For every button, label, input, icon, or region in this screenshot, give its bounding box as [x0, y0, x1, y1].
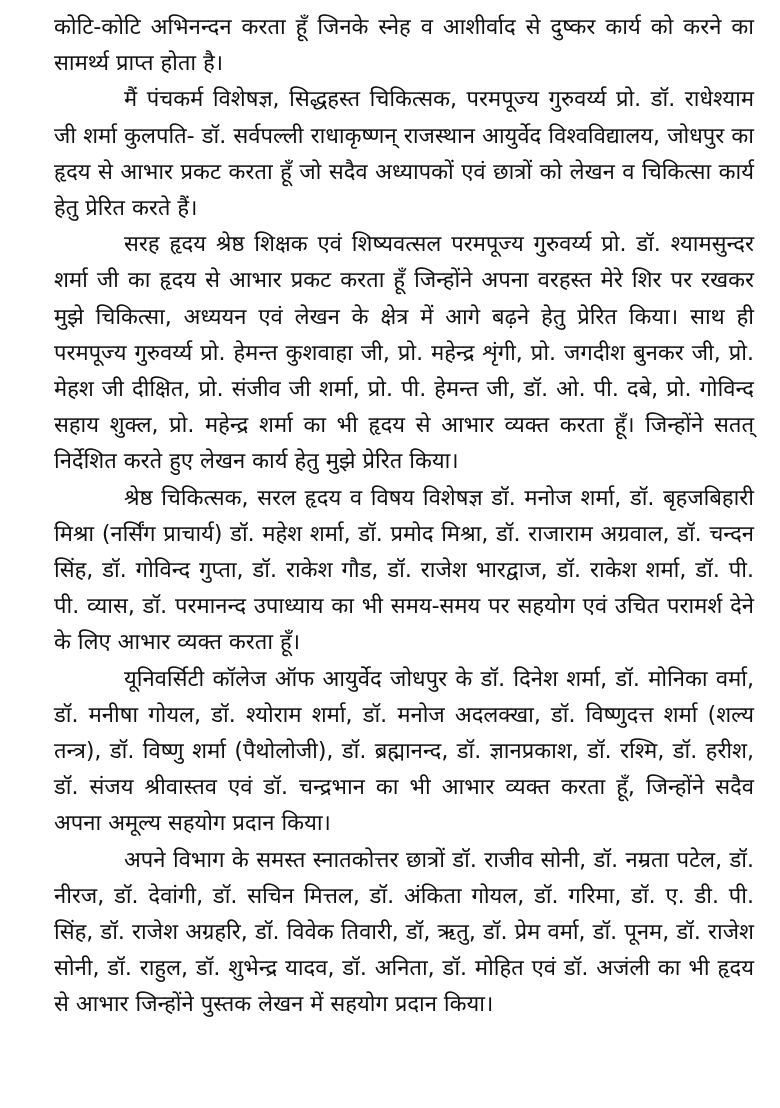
paragraph-physicians: श्रेष्ठ चिकित्सक, सरल हृदय व विषय विशेषज्ञ डॉ. मनोज शर्मा, डॉ. बृहजबिहारी मिश्रा (नर्सिंग प्राचार्य) डॉ. महेश शर्मा, डॉ. प्रमोद मिश्रा, डॉ. राजाराम अग्रवाल, डॉ. चन्दन सिंह, डॉ. गोविन्द गुप्ता, डॉ. राकेश गौड, डॉ. राजेश भारद्वाज, डॉ. राकेश शर्मा, डॉ. पी. पी. व्यास, डॉ. परमानन्द उपाध्याय का भी समय-समय पर सहयोग एवं उचित परामर्श देने के लिए आभार व्यक्त करता हूँ।: [54, 485, 754, 656]
paragraph-students: अपने विभाग के समस्त स्नातकोत्तर छात्रों डॉ. राजीव सोनी, डॉ. नम्रता पटेल, डॉ. नीरज, डॉ. देवांगी, डॉ. सचिन मित्तल, डॉ. अंकिता गोयल, डॉ. गरिमा, डॉ. ए. डी. पी. सिंह, डॉ. राजेश अग्रहरि, डॉ. विवेक तिवारी, डॉ, ऋतु, डॉ. प्रेम वर्मा, डॉ. पूनम, डॉ. राजेश सोनी, डॉ. राहुल, डॉ. शुभेन्द्र यादव, डॉ. अनिता, डॉ. मोहित एवं डॉ. अजंली का भी हृदय से आभार जिन्होंने पुस्तक लेखन में सहयोग प्रदान किया।: [54, 847, 754, 1018]
paragraph-gurus: सरह हृदय श्रेष्ठ शिक्षक एवं शिष्यवत्सल परमपूज्य गुरुवर्य्य प्रो. डॉ. श्यामसुन्दर शर्मा जी का हृदय से आभार प्रकट करता हूँ जिन्होंने अपना वरहस्त मेरे शिर पर रखकर मुझे चिकित्सा, अध्ययन एवं लेखन के क्षेत्र में आगे बढ़ने हेतु प्रेरित किया। साथ ही परमपूज्य गुरुवर्य्य प्रो. हेमन्त कुशवाहा जी, प्रो. महेन्द्र शृंगी, प्रो. जगदीश बुनकर जी, प्रो. मेहश जी दीक्षित, प्रो. संजीव जी शर्मा, प्रो. पी. हेमन्त जी, डॉ. ओ. पी. दबे, प्रो. गोविन्द सहाय शुक्ल, प्रो. महेन्द्र शर्मा का भी हृदय से आभार व्यक्त करता हूँ। जिन्होंने सतत् निर्देशित करते हुए लेखन कार्य हेतु मुझे प्रेरित किया।: [54, 232, 754, 475]
paragraph-college-faculty: यूनिवर्सिटी कॉलेज ऑफ आयुर्वेद जोधपुर के डॉ. दिनेश शर्मा, डॉ. मोनिका वर्मा, डॉ. मनीषा गोयल, डॉ. श्योराम शर्मा, डॉ. मनोज अदलक्खा, डॉ. विष्णुदत्त शर्मा (शल्य तन्त्र), डॉ. विष्णु शर्मा (पैथोलोजी), डॉ. ब्रह्मानन्द, डॉ. ज्ञानप्रकाश, डॉ. रश्मि, डॉ. हरीश, डॉ. संजय श्रीवास्तव एवं डॉ. चन्द्रभान का भी आभार व्यक्त करता हूँ, जिन्होंने सदैव अपना अमूल्य सहयोग प्रदान किया।: [54, 666, 754, 837]
paragraph-vice-chancellor: मैं पंचकर्म विशेषज्ञ, सिद्धहस्त चिकित्सक, परमपूज्य गुरुवर्य्य प्रो. डॉ. राधेश्याम जी शर्मा कुलपति- डॉ. सर्वपल्ली राधाकृष्णन् राजस्थान आयुर्वेद विश्वविद्यालय, जोधपुर का हृदय से आभार प्रकट करता हूँ जो सदैव अध्यापकों एवं छात्रों को लेखन व चिकित्सा कार्य हेतु प्रेरित करते हैं।: [54, 87, 754, 222]
paragraph-blessing: कोटि-कोटि अभिनन्दन करता हूँ जिनके स्नेह व आशीर्वाद से दुष्कर कार्य को करने का सामर्थ्य प्राप्त होता है।: [54, 15, 754, 77]
